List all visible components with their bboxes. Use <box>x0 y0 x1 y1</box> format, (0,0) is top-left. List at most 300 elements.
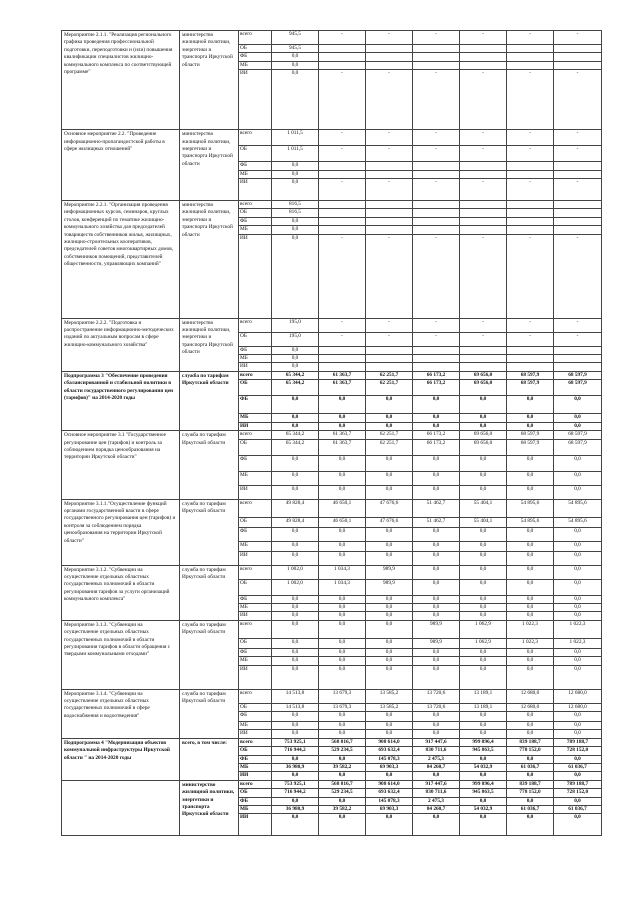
amount-cell: 13 720,6 <box>413 689 460 703</box>
amount-cell: 0,0 <box>507 772 554 780</box>
measure-name-cell: Мероприятие 3.1.4. "Субвенции на осуществление отдельных областных государственных полномочий в сфере водоснабжения и водоотведения" <box>62 689 180 738</box>
amount-cell: 54 032,9 <box>460 806 507 814</box>
amount-cell: 0,0 <box>460 797 507 805</box>
funding-source-cell: МБ <box>239 170 272 178</box>
amount-cell: 0,0 <box>366 485 413 499</box>
amount-cell <box>460 170 507 178</box>
amount-cell: 61 036,7 <box>554 806 602 814</box>
amount-cell: - <box>413 332 460 346</box>
amount-cell: 0,0 <box>366 657 413 665</box>
amount-cell: 66 173,2 <box>413 439 460 455</box>
table-row <box>62 620 602 638</box>
amount-cell: 0,0 <box>554 797 602 805</box>
amount-cell: 693 632,4 <box>366 747 413 755</box>
amount-cell: 54 895,6 <box>554 517 602 527</box>
amount-cell <box>507 363 554 371</box>
amount-cell: 0,0 <box>507 730 554 738</box>
amount-cell <box>507 53 554 61</box>
amount-cell: - <box>460 146 507 162</box>
amount-cell: 945 863,5 <box>460 789 507 797</box>
amount-cell <box>554 346 602 354</box>
table-body <box>62 31 602 836</box>
amount-cell: 54 895,6 <box>507 517 554 527</box>
amount-cell: - <box>319 31 366 45</box>
amount-cell: 65 344,2 <box>272 439 319 455</box>
amount-cell: 0,0 <box>413 595 460 603</box>
amount-cell <box>413 162 460 170</box>
amount-cell: 0,0 <box>319 422 366 430</box>
amount-cell: 989,9 <box>366 579 413 595</box>
amount-cell <box>413 346 460 354</box>
amount-cell <box>507 217 554 225</box>
amount-cell <box>366 162 413 170</box>
amount-cell: 0,0 <box>554 721 602 729</box>
amount-cell: 0,0 <box>554 730 602 738</box>
amount-cell: 1 022,3 <box>507 620 554 638</box>
table-row <box>62 780 602 788</box>
amount-cell: 49 828,4 <box>272 499 319 517</box>
amount-cell: 0,0 <box>554 665 602 689</box>
amount-cell: 0,0 <box>554 541 602 551</box>
amount-cell: 84 260,7 <box>413 806 460 814</box>
funding-source-cell: ИИ <box>239 612 272 620</box>
table-row <box>62 738 602 746</box>
amount-cell: 13 679,3 <box>319 703 366 711</box>
amount-cell: 0,0 <box>413 721 460 729</box>
amount-cell <box>554 363 602 371</box>
amount-cell: 0,0 <box>366 471 413 485</box>
amount-cell: 0,0 <box>460 551 507 565</box>
funding-source-cell: ОБ <box>239 146 272 162</box>
funding-source-cell: всего <box>239 201 272 209</box>
funding-source-cell: ФБ <box>239 53 272 61</box>
amount-cell: 0,0 <box>272 471 319 485</box>
measure-name-cell: Мероприятие 3.1.2. "Субвенции на осуществление отдельных областных государственных полномочий в области регулирования тарифов за услуги организаций коммунального комплекса" <box>62 565 180 620</box>
amount-cell: 36 980,9 <box>272 763 319 771</box>
amount-cell <box>554 170 602 178</box>
amount-cell: 0,0 <box>272 612 319 620</box>
amount-cell: 62 251,7 <box>366 380 413 396</box>
funding-source-cell: всего <box>239 499 272 517</box>
amount-cell: 0,0 <box>413 485 460 499</box>
amount-cell: 0,0 <box>366 648 413 656</box>
amount-cell: 46 650,1 <box>319 499 366 517</box>
amount-cell <box>554 217 602 225</box>
amount-cell: 0,0 <box>272 665 319 689</box>
amount-cell: 0,0 <box>460 541 507 551</box>
amount-cell: 0,0 <box>272 396 319 414</box>
amount-cell: 0,0 <box>319 595 366 603</box>
amount-cell: 778 152,0 <box>507 747 554 755</box>
amount-cell: 69 903,3 <box>366 806 413 814</box>
amount-cell: 14 513,8 <box>272 703 319 711</box>
amount-cell: 1 022,3 <box>554 638 602 648</box>
amount-cell: - <box>366 70 413 130</box>
amount-cell: 789 188,7 <box>554 738 602 746</box>
amount-cell: 830 711,6 <box>413 789 460 797</box>
funding-source-cell: ИИ <box>239 234 272 318</box>
amount-cell <box>366 170 413 178</box>
amount-cell <box>554 355 602 363</box>
funding-source-cell: ИИ <box>239 363 272 371</box>
amount-cell: 1 002,0 <box>272 579 319 595</box>
amount-cell: - <box>507 179 554 201</box>
amount-cell <box>366 363 413 371</box>
amount-cell: 0,0 <box>460 396 507 414</box>
amount-cell: 0,0 <box>272 170 319 178</box>
amount-cell <box>319 226 366 234</box>
funding-source-cell: ФБ <box>239 455 272 471</box>
amount-cell: 0,0 <box>366 551 413 565</box>
amount-cell: 0,0 <box>413 603 460 611</box>
amount-cell: 0,0 <box>460 665 507 689</box>
amount-cell: 62 251,7 <box>366 371 413 379</box>
table-row <box>62 371 602 379</box>
amount-cell: 0,0 <box>366 772 413 780</box>
funding-source-cell: МБ <box>239 541 272 551</box>
amount-cell: - <box>507 146 554 162</box>
amount-cell: 0,0 <box>554 711 602 721</box>
amount-cell: - <box>413 179 460 201</box>
funding-source-cell: всего <box>239 371 272 379</box>
amount-cell: 0,0 <box>272 61 319 69</box>
amount-cell: - <box>460 179 507 201</box>
amount-cell: 753 925,1 <box>272 738 319 746</box>
amount-cell: 0,0 <box>460 595 507 603</box>
amount-cell: 47 676,6 <box>366 517 413 527</box>
funding-source-cell: ИИ <box>239 814 272 836</box>
funding-source-cell: ОБ <box>239 332 272 346</box>
amount-cell: 0,0 <box>507 422 554 430</box>
amount-cell: 789 188,7 <box>554 780 602 788</box>
amount-cell: 0,0 <box>272 414 319 422</box>
amount-cell: 0,0 <box>460 485 507 499</box>
amount-cell: 0,0 <box>554 772 602 780</box>
amount-cell: - <box>319 332 366 346</box>
amount-cell: - <box>554 179 602 201</box>
amount-cell: 0,0 <box>319 730 366 738</box>
funding-source-cell: ФБ <box>239 797 272 805</box>
amount-cell: - <box>507 332 554 346</box>
amount-cell <box>460 217 507 225</box>
amount-cell: - <box>319 146 366 162</box>
responsible-cell: служба по тарифам Иркутской области <box>180 499 239 565</box>
amount-cell: 0,0 <box>366 711 413 721</box>
amount-cell <box>366 209 413 217</box>
amount-cell: 0,0 <box>319 551 366 565</box>
amount-cell <box>366 355 413 363</box>
amount-cell: 0,0 <box>460 814 507 836</box>
amount-cell: 1 002,0 <box>272 565 319 579</box>
amount-cell: 0,0 <box>460 755 507 763</box>
amount-cell: 529 234,5 <box>319 789 366 797</box>
amount-cell: 0,0 <box>554 603 602 611</box>
amount-cell: 0,0 <box>319 665 366 689</box>
funding-source-cell: всего <box>239 318 272 332</box>
amount-cell: 0,0 <box>272 485 319 499</box>
amount-cell: 0,0 <box>366 721 413 729</box>
amount-cell: 0,0 <box>507 541 554 551</box>
amount-cell: - <box>554 31 602 45</box>
funding-source-cell: ОБ <box>239 380 272 396</box>
amount-cell <box>460 201 507 209</box>
amount-cell: 0,0 <box>319 455 366 471</box>
responsible-cell: служба по тарифам Иркутской области <box>180 431 239 499</box>
amount-cell: 945,5 <box>272 45 319 53</box>
amount-cell: - <box>554 146 602 162</box>
amount-cell: 0,0 <box>554 455 602 471</box>
amount-cell: 54 895,6 <box>507 499 554 517</box>
funding-source-cell: ИИ <box>239 772 272 780</box>
amount-cell: 0,0 <box>272 179 319 201</box>
amount-cell: 1 062,9 <box>460 638 507 648</box>
amount-cell: 0,0 <box>272 814 319 836</box>
amount-cell: 0,0 <box>366 620 413 638</box>
amount-cell: 0,0 <box>460 711 507 721</box>
funding-source-cell: МБ <box>239 61 272 69</box>
amount-cell: 0,0 <box>507 485 554 499</box>
funding-source-cell: ИИ <box>239 70 272 130</box>
amount-cell: 66 173,2 <box>413 371 460 379</box>
amount-cell: 0,0 <box>272 721 319 729</box>
amount-cell: 0,0 <box>460 471 507 485</box>
amount-cell: 68 597,9 <box>554 371 602 379</box>
amount-cell <box>319 201 366 209</box>
amount-cell: 69 656,0 <box>460 439 507 455</box>
amount-cell <box>366 45 413 53</box>
amount-cell: - <box>319 318 366 332</box>
amount-cell: 69 656,0 <box>460 431 507 439</box>
amount-cell <box>413 61 460 69</box>
amount-cell <box>413 217 460 225</box>
amount-cell: 61 363,7 <box>319 371 366 379</box>
amount-cell: 0,0 <box>413 657 460 665</box>
amount-cell: 61 036,7 <box>507 806 554 814</box>
amount-cell: 0,0 <box>366 396 413 414</box>
amount-cell: 908 614,0 <box>366 738 413 746</box>
amount-cell: 0,0 <box>366 595 413 603</box>
amount-cell: 0,0 <box>554 485 602 499</box>
amount-cell: 54 895,6 <box>554 499 602 517</box>
amount-cell: 69 656,0 <box>460 371 507 379</box>
funding-source-cell: ФБ <box>239 396 272 414</box>
amount-cell: 0,0 <box>272 648 319 656</box>
amount-cell: 778 152,0 <box>507 789 554 797</box>
amount-cell: 0,0 <box>272 422 319 430</box>
amount-cell <box>554 209 602 217</box>
responsible-cell: министерство жилищной политики, энергетики и транспорта Иркутской области <box>180 201 239 319</box>
funding-source-cell: всего <box>239 689 272 703</box>
amount-cell: 0,0 <box>554 814 602 836</box>
amount-cell: 0,0 <box>272 755 319 763</box>
amount-cell: 830 711,6 <box>413 747 460 755</box>
amount-cell: 51 462,7 <box>413 517 460 527</box>
amount-cell: 0,0 <box>272 541 319 551</box>
amount-cell <box>413 355 460 363</box>
amount-cell <box>319 355 366 363</box>
funding-source-cell: ОБ <box>239 638 272 648</box>
amount-cell: 0,0 <box>272 355 319 363</box>
amount-cell <box>507 61 554 69</box>
amount-cell: 68 597,9 <box>507 439 554 455</box>
amount-cell: 0,0 <box>507 755 554 763</box>
amount-cell: 0,0 <box>460 565 507 579</box>
funding-source-cell: ФБ <box>239 595 272 603</box>
amount-cell: 39 582,2 <box>319 763 366 771</box>
amount-cell: 0,0 <box>507 396 554 414</box>
amount-cell: 0,0 <box>319 797 366 805</box>
amount-cell: 0,0 <box>366 422 413 430</box>
amount-cell: 61 036,7 <box>554 763 602 771</box>
amount-cell: 0,0 <box>460 730 507 738</box>
responsible-cell: министерство жилищной политики, энергетики и транспорта Иркутской области <box>180 130 239 201</box>
amount-cell: 0,0 <box>272 551 319 565</box>
amount-cell: 68 597,9 <box>554 431 602 439</box>
amount-cell: 1 034,3 <box>319 565 366 579</box>
table-row <box>62 201 602 209</box>
amount-cell: 0,0 <box>507 551 554 565</box>
amount-cell: 945 863,5 <box>460 747 507 755</box>
amount-cell: 0,0 <box>460 414 507 422</box>
amount-cell: 0,0 <box>413 814 460 836</box>
amount-cell: 84 260,7 <box>413 763 460 771</box>
amount-cell: 13 189,1 <box>460 689 507 703</box>
amount-cell <box>554 45 602 53</box>
amount-cell: 0,0 <box>319 612 366 620</box>
funding-source-cell: всего <box>239 780 272 788</box>
amount-cell: - <box>507 130 554 146</box>
amount-cell: - <box>507 234 554 318</box>
amount-cell: 0,0 <box>319 755 366 763</box>
amount-cell: 0,0 <box>554 551 602 565</box>
amount-cell: 12 680,0 <box>554 689 602 703</box>
amount-cell: 0,0 <box>507 527 554 541</box>
amount-cell <box>507 355 554 363</box>
funding-source-cell: ОБ <box>239 789 272 797</box>
measure-name-cell: Основное мероприятие 2.2. "Проведение информационно-пропагандистской работы в сфере жилищных отношений" <box>62 130 180 201</box>
amount-cell: 0,0 <box>366 603 413 611</box>
amount-cell: 0,0 <box>272 162 319 170</box>
amount-cell: 0,0 <box>272 226 319 234</box>
amount-cell <box>460 61 507 69</box>
amount-cell: 908 614,0 <box>366 780 413 788</box>
amount-cell: - <box>319 130 366 146</box>
amount-cell: 0,0 <box>507 579 554 595</box>
funding-source-cell: МБ <box>239 657 272 665</box>
funding-source-cell: ОБ <box>239 579 272 595</box>
amount-cell <box>413 363 460 371</box>
amount-cell <box>413 226 460 234</box>
amount-cell: 0,0 <box>319 527 366 541</box>
funding-source-cell: ФБ <box>239 527 272 541</box>
table-row <box>62 689 602 703</box>
amount-cell: 0,0 <box>272 620 319 638</box>
amount-cell: 195,0 <box>272 318 319 332</box>
amount-cell: 145 078,3 <box>366 755 413 763</box>
amount-cell: 0,0 <box>319 396 366 414</box>
funding-source-cell: всего <box>239 431 272 439</box>
amount-cell: 0,0 <box>272 346 319 354</box>
amount-cell: 0,0 <box>366 730 413 738</box>
amount-cell <box>507 45 554 53</box>
amount-cell <box>507 209 554 217</box>
amount-cell: - <box>413 130 460 146</box>
amount-cell: 0,0 <box>272 234 319 318</box>
amount-cell: 0,0 <box>460 721 507 729</box>
amount-cell <box>366 217 413 225</box>
amount-cell: 13 585,2 <box>366 689 413 703</box>
amount-cell: - <box>413 146 460 162</box>
amount-cell: - <box>460 130 507 146</box>
amount-cell: - <box>413 234 460 318</box>
amount-cell: 0,0 <box>413 422 460 430</box>
amount-cell: 0,0 <box>366 638 413 648</box>
funding-source-cell: ИИ <box>239 665 272 689</box>
amount-cell: 0,0 <box>366 455 413 471</box>
amount-cell: 0,0 <box>272 657 319 665</box>
amount-cell: 0,0 <box>413 471 460 485</box>
funding-source-cell: МБ <box>239 721 272 729</box>
funding-source-cell: ОБ <box>239 209 272 217</box>
measure-name-cell: Мероприятие 2.2.2. "Подготовка и распространение информационно-методических изданий по актуальным вопросам в сфере жилищно-коммунального хозяйства" <box>62 318 180 371</box>
amount-cell: 0,0 <box>366 814 413 836</box>
amount-cell: 0,0 <box>554 657 602 665</box>
amount-cell: 0,0 <box>366 414 413 422</box>
table-row <box>62 499 602 517</box>
amount-cell: 0,0 <box>319 721 366 729</box>
amount-cell <box>460 53 507 61</box>
amount-cell: - <box>554 318 602 332</box>
funding-source-cell: всего <box>239 130 272 146</box>
amount-cell: 0,0 <box>366 541 413 551</box>
funding-source-cell: ИИ <box>239 730 272 738</box>
amount-cell: 47 676,6 <box>366 499 413 517</box>
amount-cell: 0,0 <box>272 53 319 61</box>
measure-name-cell: Подпрограмма 3 "Обеспечение проведения сбалансированной и стабильной политики в области государственного регулирования цен (тарифов)" на 2014-2020 годы <box>62 371 180 430</box>
amount-cell: 0,0 <box>272 797 319 805</box>
amount-cell: 0,0 <box>413 612 460 620</box>
amount-cell <box>460 209 507 217</box>
amount-cell: - <box>319 179 366 201</box>
amount-cell: 62 251,7 <box>366 431 413 439</box>
measure-name-cell: Основное мероприятие 3.1 "Государственное регулирование цен (тарифов) и контроль за соблюдением порядка ценообразования на территории Иркутской области" <box>62 431 180 499</box>
responsible-cell: служба по тарифам Иркутской области <box>180 689 239 738</box>
amount-cell: 51 462,7 <box>413 499 460 517</box>
amount-cell: 0,0 <box>413 455 460 471</box>
amount-cell: 39 582,2 <box>319 806 366 814</box>
amount-cell <box>507 201 554 209</box>
amount-cell: 0,0 <box>507 814 554 836</box>
amount-cell: 0,0 <box>507 665 554 689</box>
amount-cell: 0,0 <box>554 595 602 603</box>
amount-cell: 0,0 <box>507 595 554 603</box>
amount-cell: 12 680,0 <box>507 689 554 703</box>
amount-cell: 49 828,4 <box>272 517 319 527</box>
budget-table <box>61 30 602 836</box>
amount-cell: 1 062,9 <box>460 620 507 638</box>
amount-cell: 66 173,2 <box>413 431 460 439</box>
amount-cell: 0,0 <box>554 396 602 414</box>
amount-cell: 945,5 <box>272 31 319 45</box>
amount-cell: 1 022,3 <box>554 620 602 638</box>
amount-cell: 0,0 <box>319 638 366 648</box>
amount-cell: 0,0 <box>507 565 554 579</box>
amount-cell: 0,0 <box>554 527 602 541</box>
amount-cell: 0,0 <box>554 648 602 656</box>
amount-cell: 61 363,7 <box>319 380 366 396</box>
measure-name-cell: Мероприятие 3.1.1."Осуществление функций органами государственной власти в сфере государственного регулирования цен (тарифов) и контроля за соблюдением порядка ценообразования на территории Иркутской области" <box>62 499 180 565</box>
funding-source-cell: ФБ <box>239 648 272 656</box>
